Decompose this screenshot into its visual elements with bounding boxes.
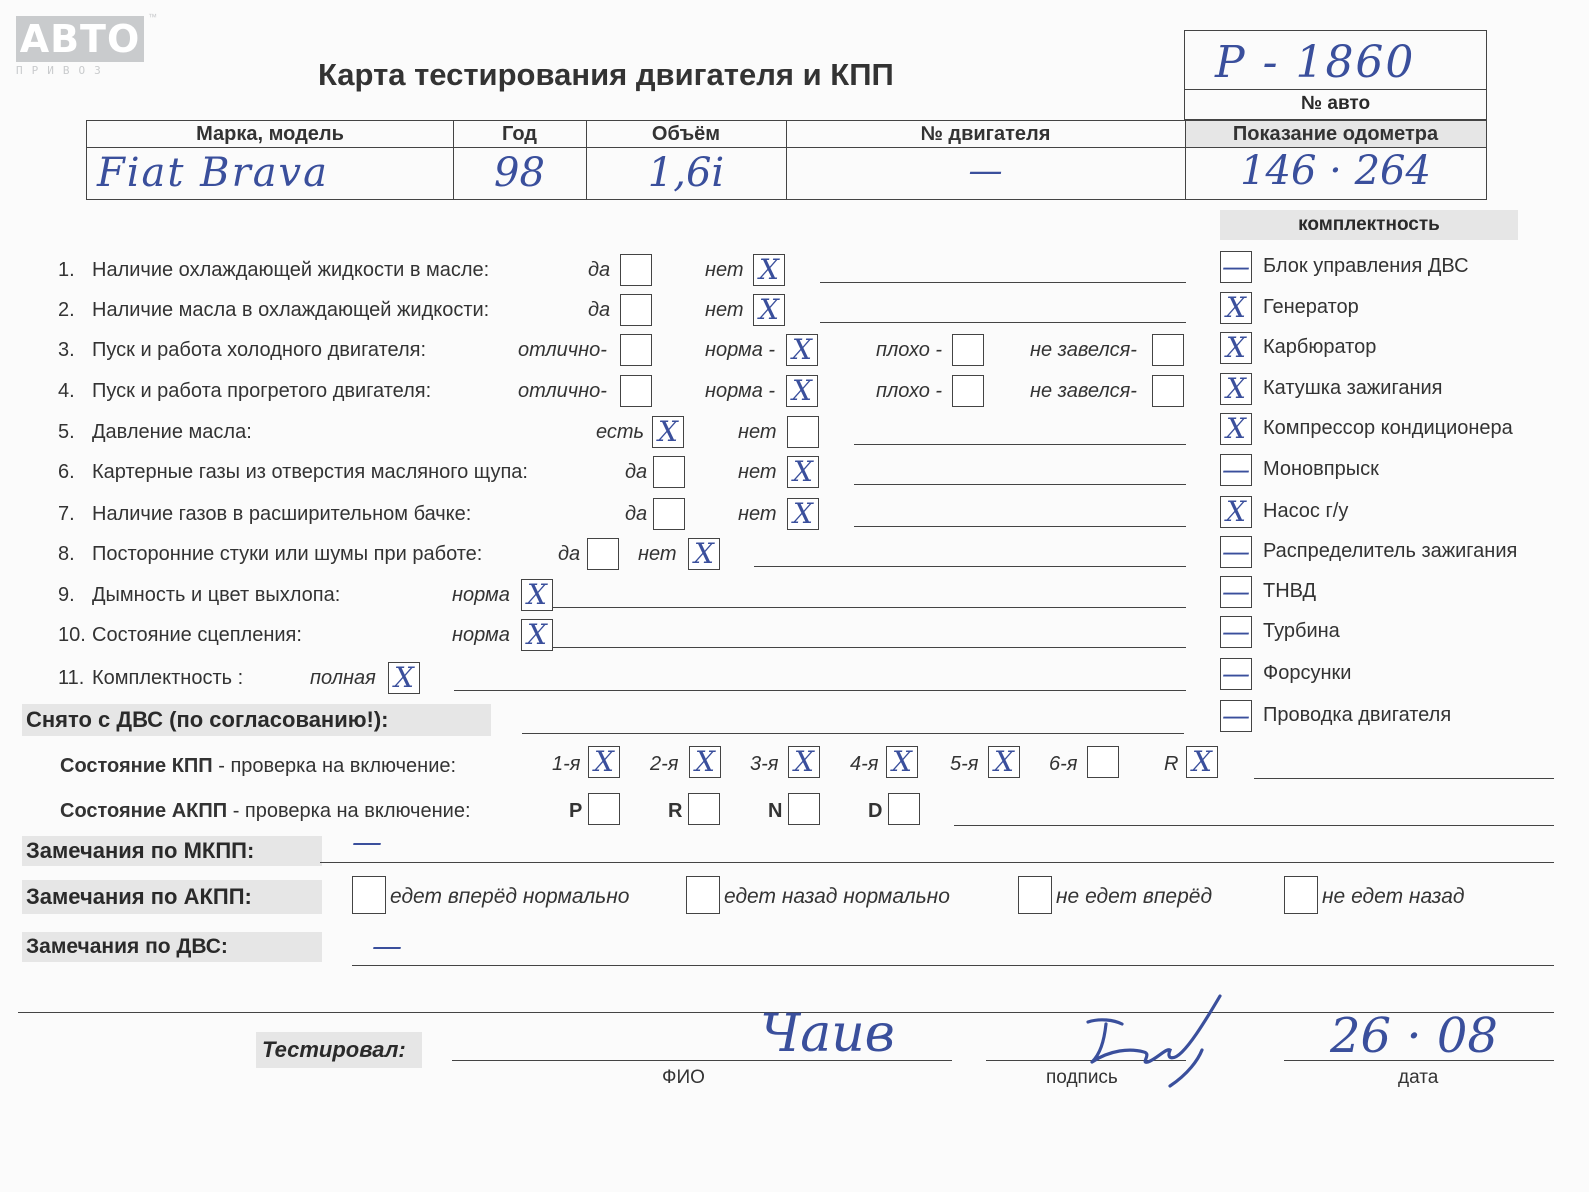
item-answer-line — [454, 690, 1186, 691]
checkbox-mark — [621, 376, 651, 406]
checkbox-mark: X — [892, 745, 912, 778]
gear-checkbox[interactable] — [988, 746, 1020, 778]
kpp-line — [1254, 778, 1554, 779]
option-checkbox[interactable] — [620, 254, 652, 286]
option-label: норма - — [705, 380, 776, 402]
checkbox-mark: X — [527, 578, 547, 611]
gear-label: 5-я — [950, 753, 979, 775]
kit-checkbox[interactable] — [1220, 251, 1252, 283]
option-label: да — [588, 259, 611, 281]
gear-checkbox[interactable] — [588, 746, 620, 778]
akpp-remark-checkbox[interactable] — [352, 876, 386, 914]
option-checkbox[interactable] — [787, 498, 819, 530]
akpp-mode-checkbox[interactable] — [588, 793, 620, 825]
gear-checkbox[interactable] — [689, 746, 721, 778]
checkbox-mark: X — [792, 333, 812, 366]
removed-label: Снято с ДВС (по согласованию!): — [22, 704, 491, 736]
item-label: Состояние сцепления: — [92, 624, 302, 646]
gear-label: 1-я — [552, 753, 581, 775]
option-label: нет — [738, 421, 777, 443]
item-number: 2. — [58, 299, 75, 321]
kit-checkbox[interactable] — [1220, 616, 1252, 648]
checkbox-mark — [788, 417, 818, 447]
kit-checkbox[interactable] — [1220, 658, 1252, 690]
fio-caption: ФИО — [662, 1067, 705, 1088]
akpp-mode-label: R — [668, 800, 683, 822]
avto-logo: АВТО — [16, 16, 144, 62]
gear-label: 2-я — [650, 753, 679, 775]
option-label: нет — [705, 259, 744, 281]
item-number: 9. — [58, 584, 75, 606]
option-label: да — [558, 543, 581, 565]
option-checkbox[interactable] — [753, 254, 785, 286]
checkbox-mark: X — [1226, 291, 1246, 324]
kit-item-label: Турбина — [1263, 620, 1340, 642]
gear-checkbox[interactable] — [1186, 746, 1218, 778]
item-answer-line — [552, 607, 1186, 608]
volume-header: Объём — [651, 123, 721, 145]
option-label: нет — [705, 299, 744, 321]
checkbox-mark — [621, 255, 651, 285]
odometer-header: Показание одометра — [1232, 123, 1439, 145]
option-label: нет — [738, 503, 777, 525]
akpp-mode-label: N — [768, 800, 783, 822]
kit-checkbox[interactable] — [1220, 496, 1252, 528]
option-label: отлично- — [518, 339, 607, 361]
vehicle-table — [86, 120, 1487, 200]
akpp-remark-checkbox[interactable] — [686, 876, 720, 914]
option-label: не завелся- — [1030, 380, 1137, 402]
model-header: Марка, модель — [196, 123, 344, 145]
checkbox-mark — [654, 499, 684, 529]
option-checkbox[interactable] — [787, 416, 819, 448]
kit-item-label: Насос г/у — [1263, 500, 1349, 522]
akpp-mode-label: D — [868, 800, 883, 822]
kpp-label-bold: Состояние КПП — [60, 755, 213, 777]
option-checkbox[interactable] — [620, 334, 652, 366]
item-label: Наличие охлаждающей жидкости в масле: — [92, 259, 490, 281]
kit-checkbox[interactable] — [1220, 454, 1252, 486]
kit-item-label: Блок управления ДВС — [1263, 255, 1469, 277]
item-label: Пуск и работа прогретого двигателя: — [92, 380, 432, 402]
logo-trademark: ™ — [148, 12, 157, 22]
akpp-remark-label: не едет вперёд — [1056, 885, 1213, 908]
kit-title: комплектность — [1220, 210, 1518, 240]
option-checkbox[interactable] — [688, 538, 720, 570]
gear-checkbox[interactable] — [886, 746, 918, 778]
remarks-dvs-line — [352, 965, 1554, 966]
checkbox-mark: — — [1222, 615, 1250, 648]
odometer-value: 146 · 264 — [1240, 148, 1431, 194]
option-label: норма — [452, 624, 510, 646]
car-number-divider — [1185, 89, 1486, 90]
checkbox-mark — [654, 457, 684, 487]
gear-label: R — [1164, 753, 1179, 775]
checkbox-mark: X — [594, 745, 614, 778]
kit-item-label: Компрессор кондиционера — [1263, 417, 1513, 439]
checkbox-mark — [953, 335, 983, 365]
item-answer-line — [754, 566, 1186, 567]
remarks-mkpp-line — [320, 862, 1554, 863]
item-label: Дымность и цвет выхлопа: — [92, 584, 341, 606]
checkbox-mark — [1088, 747, 1118, 777]
item-label: Давление масла: — [92, 421, 252, 443]
checkbox-mark — [1153, 376, 1183, 406]
kit-checkbox[interactable] — [1220, 413, 1252, 445]
remarks-mkpp-value: — — [352, 825, 382, 860]
model-value: Fiat Brava — [97, 150, 329, 196]
akpp-remark-label: едет назад нормально — [724, 885, 950, 908]
gear-checkbox[interactable] — [1087, 746, 1119, 778]
item-label: Посторонние стуки или шумы при работе: — [92, 543, 483, 565]
checkbox-mark: X — [792, 374, 812, 407]
checkbox-mark — [953, 376, 983, 406]
item-answer-line — [854, 444, 1186, 445]
option-checkbox[interactable] — [521, 619, 553, 651]
akpp-remark-checkbox[interactable] — [1018, 876, 1052, 914]
kit-item-label: Форсунки — [1263, 662, 1352, 684]
item-number: 10. — [58, 624, 86, 646]
option-checkbox[interactable] — [1152, 334, 1184, 366]
tested-label: Тестировал: — [256, 1032, 422, 1068]
engine-number-value: — — [968, 151, 1003, 191]
option-checkbox[interactable] — [786, 334, 818, 366]
checkbox-mark: X — [1226, 412, 1246, 445]
item-answer-line — [552, 647, 1186, 648]
akpp-label-rest: - проверка на включение: — [227, 800, 471, 822]
option-label: плохо - — [876, 339, 943, 361]
kit-checkbox[interactable] — [1220, 536, 1252, 568]
gear-checkbox[interactable] — [788, 746, 820, 778]
option-label: норма - — [705, 339, 776, 361]
date-caption: дата — [1398, 1067, 1439, 1088]
akpp-label — [60, 799, 471, 823]
option-label: есть — [596, 421, 645, 443]
car-number-value: Р - 1860 — [1215, 37, 1416, 88]
item-label: Наличие масла в охлаждающей жидкости: — [92, 299, 490, 321]
car-number-label: № авто — [1300, 93, 1371, 114]
akpp-line — [954, 825, 1554, 826]
kit-checkbox[interactable] — [1220, 292, 1252, 324]
checkbox-mark: — — [1222, 575, 1250, 608]
checkbox-mark — [889, 794, 919, 824]
item-label: Наличие газов в расширительном бачке: — [92, 503, 472, 525]
option-checkbox[interactable] — [587, 538, 619, 570]
akpp-mode-label: P — [569, 800, 583, 822]
option-label: да — [625, 461, 648, 483]
signature-caption: подпись — [1046, 1067, 1118, 1088]
option-label: да — [625, 503, 648, 525]
kpp-label — [60, 754, 456, 778]
gear-label: 3-я — [750, 753, 779, 775]
kit-checkbox[interactable] — [1220, 700, 1252, 732]
option-checkbox[interactable] — [653, 498, 685, 530]
checkbox-mark: X — [394, 661, 414, 694]
kit-checkbox[interactable] — [1220, 373, 1252, 405]
item-label: Картерные газы из отверстия масляного щупа: — [92, 461, 528, 483]
remarks-mkpp-label: Замечания по МКПП: — [22, 836, 322, 866]
option-checkbox[interactable] — [787, 456, 819, 488]
checkbox-mark — [789, 794, 819, 824]
checkbox-mark — [1153, 335, 1183, 365]
option-label: нет — [638, 543, 677, 565]
checkbox-mark: X — [794, 745, 814, 778]
kit-item-label: Генератор — [1263, 296, 1359, 318]
checkbox-mark: X — [694, 537, 714, 570]
checkbox-mark — [621, 295, 651, 325]
checkbox-mark: X — [994, 745, 1014, 778]
option-checkbox[interactable] — [652, 416, 684, 448]
option-label: отлично- — [518, 380, 607, 402]
option-checkbox[interactable] — [521, 579, 553, 611]
option-checkbox[interactable] — [620, 375, 652, 407]
checkbox-mark — [621, 335, 651, 365]
checkbox-mark: X — [759, 293, 779, 326]
checkbox-mark — [589, 794, 619, 824]
checkbox-mark: X — [695, 745, 715, 778]
item-number: 8. — [58, 543, 75, 565]
akpp-mode-checkbox[interactable] — [688, 793, 720, 825]
checkbox-mark: — — [1222, 535, 1250, 568]
checkbox-mark: X — [1226, 372, 1246, 405]
kit-item-label: Проводка двигателя — [1263, 704, 1452, 726]
date-value: 26 · 08 — [1330, 1008, 1498, 1064]
item-number: 3. — [58, 339, 75, 361]
item-number: 11. — [58, 667, 85, 689]
option-checkbox[interactable] — [388, 662, 420, 694]
option-checkbox[interactable] — [786, 375, 818, 407]
volume-value: 1,6i — [647, 150, 725, 196]
kit-item-label: Карбюратор — [1263, 336, 1377, 358]
option-checkbox[interactable] — [1152, 375, 1184, 407]
kit-item-label: Моновпрыск — [1263, 458, 1379, 480]
item-number: 4. — [58, 380, 75, 402]
checkbox-mark: X — [793, 497, 813, 530]
option-label: полная — [310, 667, 376, 689]
akpp-label-bold: Состояние АКПП — [60, 800, 228, 822]
checkbox-mark: X — [1192, 745, 1212, 778]
item-label: Комплектность : — [92, 667, 244, 689]
remarks-dvs-value: — — [372, 929, 402, 964]
checkbox-mark: — — [1222, 657, 1250, 690]
checkbox-mark: — — [1222, 453, 1250, 486]
item-label: Пуск и работа холодного двигателя: — [92, 339, 427, 361]
item-number: 7. — [58, 503, 75, 525]
checkbox-mark — [689, 794, 719, 824]
removed-line — [522, 733, 1184, 734]
year-value: 98 — [494, 150, 545, 196]
item-number: 1. — [58, 259, 75, 281]
kit-item-label: ТНВД — [1263, 580, 1317, 602]
kpp-label-rest: - проверка на включение: — [212, 755, 457, 777]
checkbox-mark: — — [1222, 250, 1250, 283]
option-checkbox[interactable] — [653, 456, 685, 488]
option-label: да — [588, 299, 611, 321]
checkbox-mark: X — [1226, 331, 1246, 364]
kit-checkbox[interactable] — [1220, 332, 1252, 364]
option-label: плохо - — [876, 380, 943, 402]
car-number-box — [1184, 30, 1487, 120]
checkbox-mark: — — [1222, 699, 1250, 732]
checkbox-mark: X — [793, 455, 813, 488]
item-answer-line — [854, 484, 1186, 485]
option-checkbox[interactable] — [952, 334, 984, 366]
item-number: 5. — [58, 421, 75, 443]
fio-value: Чаив — [760, 1004, 895, 1064]
gear-label: 6-я — [1049, 753, 1078, 775]
option-label: не завелся- — [1030, 339, 1137, 361]
kit-item-label: Катушка зажигания — [1263, 377, 1443, 399]
page-title: Карта тестирования двигателя и КПП — [318, 57, 894, 92]
remarks-dvs-label: Замечания по ДВС: — [22, 932, 322, 962]
option-checkbox[interactable] — [620, 294, 652, 326]
akpp-remark-label: едет вперёд нормально — [390, 885, 630, 908]
akpp-remark-checkbox[interactable] — [1284, 876, 1318, 914]
akpp-mode-checkbox[interactable] — [888, 793, 920, 825]
checkbox-mark: X — [759, 253, 779, 286]
engine-number-header: № двигателя — [920, 123, 1051, 145]
option-checkbox[interactable] — [952, 375, 984, 407]
checkbox-mark: X — [658, 415, 678, 448]
kit-item-label: Распределитель зажигания — [1263, 540, 1518, 562]
option-label: нет — [738, 461, 777, 483]
item-answer-line — [820, 322, 1186, 323]
gear-label: 4-я — [850, 753, 879, 775]
checkbox-mark: X — [1226, 495, 1246, 528]
item-answer-line — [820, 282, 1186, 283]
option-label: норма — [452, 584, 510, 606]
item-number: 6. — [58, 461, 75, 483]
item-answer-line — [854, 526, 1186, 527]
kit-checkbox[interactable] — [1220, 576, 1252, 608]
checkbox-mark — [588, 539, 618, 569]
year-header: Год — [502, 123, 537, 145]
akpp-remark-label: не едет назад — [1322, 885, 1465, 908]
option-checkbox[interactable] — [753, 294, 785, 326]
remarks-akpp-label: Замечания по АКПП: — [22, 880, 322, 914]
logo-subtitle: ПРИВОЗ — [16, 64, 110, 77]
checkbox-mark: X — [527, 618, 547, 651]
akpp-mode-checkbox[interactable] — [788, 793, 820, 825]
